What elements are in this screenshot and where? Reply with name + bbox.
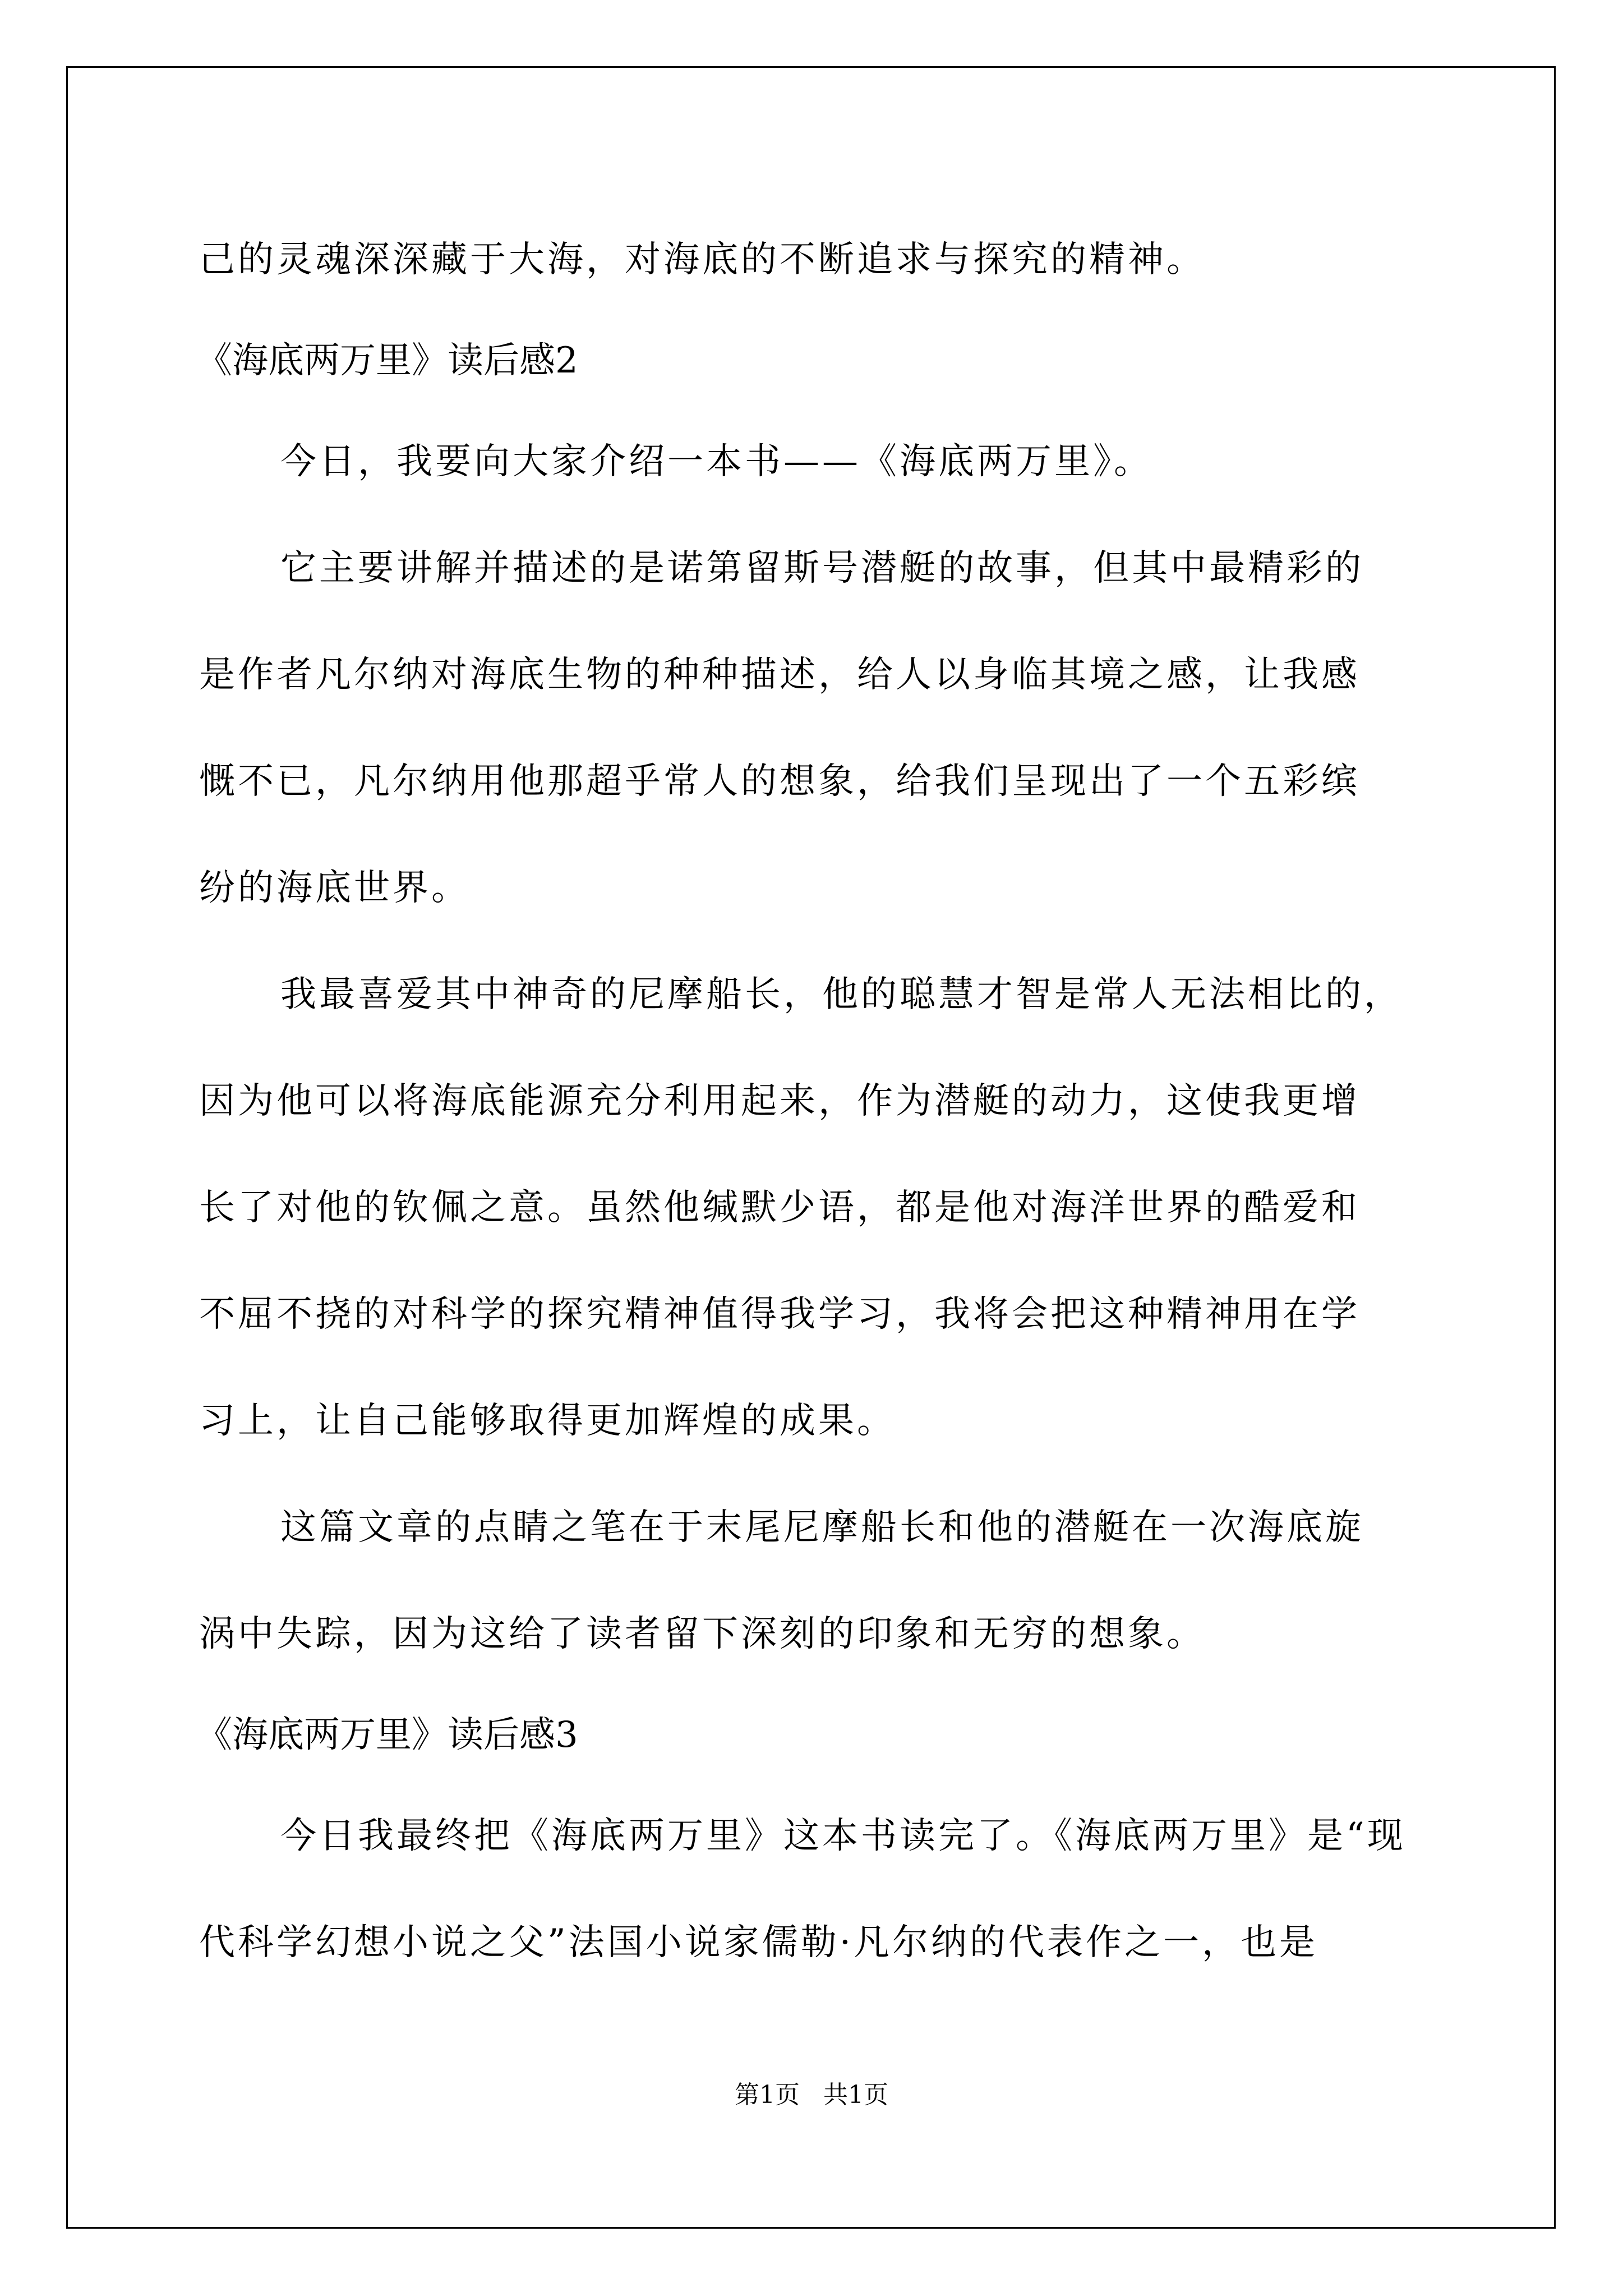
text-line: 习上，让自己能够取得更加辉煌的成果。: [199, 1400, 896, 1442]
text-line: 长了对他的钦佩之意。虽然他缄默少语，都是他对海洋世界的酷爱和: [199, 1187, 1360, 1228]
text-line: 这篇文章的点睛之笔在于末尾尼摩船长和他的潜艇在一次海底旋: [280, 1507, 1364, 1548]
section-heading: 《海底两万里》读后感2: [196, 340, 578, 381]
document-body: [196, 206, 1441, 1996]
text-line: 己的灵魂深深藏于大海，对海底的不断追求与探究的精神。: [199, 239, 1205, 280]
text-line: 涡中失踪，因为这给了读者留下深刻的印象和无穷的想象。: [199, 1613, 1205, 1655]
section-heading: 《海底两万里》读后感3: [196, 1714, 578, 1756]
text-line: 纷的海底世界。: [199, 867, 470, 909]
text-line: 因为他可以将海底能源充分利用起来，作为潜艇的动力，这使我更增: [199, 1080, 1360, 1122]
text-line: 是作者凡尔纳对海底生物的种种描述，给人以身临其境之感，让我感: [199, 654, 1360, 696]
text-line: 它主要讲解并描述的是诺第留斯号潜艇的故事，但其中最精彩的: [280, 547, 1364, 589]
text-line: 不屈不挠的对科学的探究精神值得我学习，我将会把这种精神用在学: [199, 1294, 1360, 1335]
page-footer: 第1页 共1页: [735, 2081, 888, 2109]
text-line: 我最喜爱其中神奇的尼摩船长，他的聪慧才智是常人无法相比的，: [280, 974, 1403, 1015]
text-line: 今日我最终把《海底两万里》这本书读完了。《海底两万里》是“现: [280, 1815, 1406, 1857]
text-line: 今日，我要向大家介绍一本书——《海底两万里》。: [280, 441, 1152, 482]
text-line: 代科学幻想小说之父”法国小说家儒勒·凡尔纳的代表作之一，也是: [199, 1922, 1318, 1963]
text-line: 慨不已，凡尔纳用他那超乎常人的想象，给我们呈现出了一个五彩缤: [199, 761, 1360, 802]
